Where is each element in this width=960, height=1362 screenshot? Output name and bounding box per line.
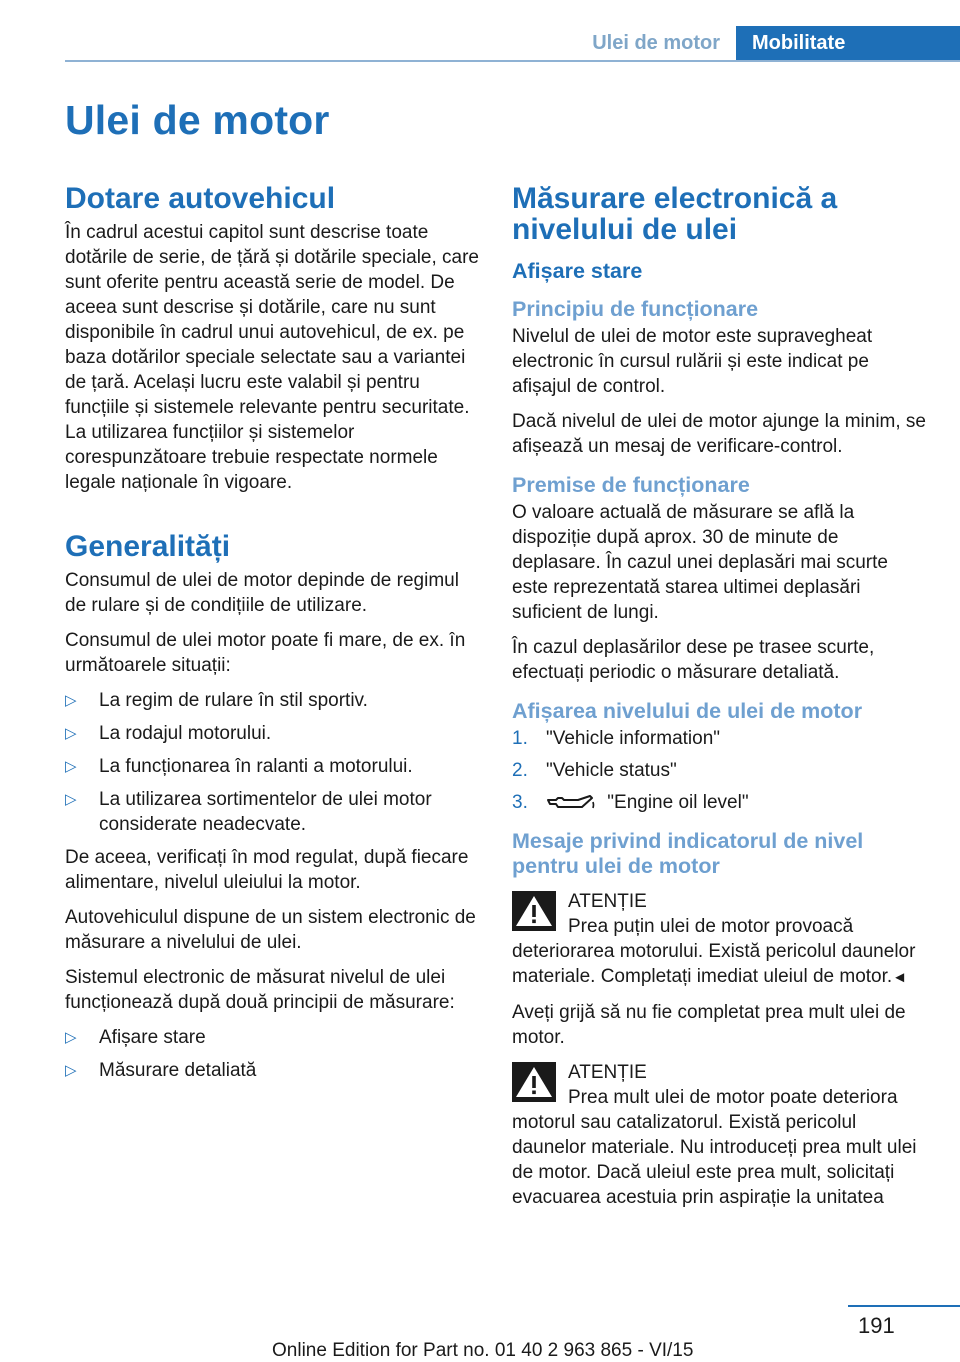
steps-list [512,726,928,815]
step-text: "Engine oil level" [607,792,749,813]
heading-premise: Premise de funcționare [512,473,750,497]
step-number: 1. [512,728,528,749]
warning-text: Prea mult ulei de motor poate deteriora motorul sau catalizatorul. Există pericolul daunelor materiale. Nu introduceți prea mult ulei de motor. Dacă uleiul este prea mult, solicitați evacuarea acestuia prin aspirație la unitatea [512,1087,917,1208]
warning-title: ATENȚIE [568,1062,647,1083]
heading-generalitati: Generalități [65,530,231,563]
paragraph-consum-2: Consumul de ulei motor poate fi mare, de ex. în următoarele situații: [65,630,466,676]
heading-mesaje: Mesaje privind indicatorul de nivel pentru ulei de motor [512,829,864,878]
end-mark: ◄ [892,969,908,986]
list-item [512,758,928,783]
step-text: "Vehicle information" [546,728,721,749]
paragraph-principiu-1: Nivelul de ulei de motor este supravegheat electronic în cursul rulării și este indicat pe afișajul de control. [512,326,873,397]
step-number: 3. [512,792,528,813]
edition-footer: Online Edition for Part no. 01 40 2 963 865 - VI/15 [272,1340,694,1361]
warning-low-oil [512,889,928,990]
tab-chapter[interactable]: Mobilitate [736,26,960,62]
situatii-list [65,688,483,837]
oil-can-icon [546,793,596,813]
paragraph-premise-2: În cazul deplasărilor dese pe trasee scurte, efectuați periodic o măsurare detaliată. [512,637,875,683]
right-column [512,183,928,1220]
paragraph-principii: Sistemul electronic de măsurat nivelul de ulei funcționează după două principii de măsurare: [65,967,455,1013]
heading-principiu: Principiu de funcționare [512,297,759,321]
list-item: ▷ La funcționarea în ralanti a motorului. [65,754,483,779]
step-text: "Vehicle status" [546,760,677,781]
tab-section[interactable]: Ulei de motor [592,32,720,54]
list-item: ▷ La rodajul motorului. [65,721,483,746]
paragraph-principiu-2: Dacă nivelul de ulei de motor ajunge la minim, se afișează un mesaj de verificare-control. [512,411,926,457]
heading-afisarea-nivelului: Afișarea nivelului de ulei de motor [512,699,863,723]
heading-afisare-stare: Afișare stare [512,259,643,283]
paragraph-consum-1: Consumul de ulei de motor depinde de regimul de rulare și de condițiile de utilizare. [65,570,459,616]
warning-triangle-icon [512,1062,556,1102]
paragraph-dotare: În cadrul acestui capitol sunt descrise toate dotările de serie, de țără și dotările speciale, care sunt oferite pentru această serie de model. De aceea sunt descrise și dotările, care nu sunt disponibile în cadrul unui autovehicul, de ex. pe baza dotărilor speciale selectate sau a variantei de țară. Același lucru este valabil și pentru funcțiile și sistemele relevante pentru securitate. La utilizarea funcțiilor și sistemelor corespunzătoare trebuie respectate normele legale naționale în vigoare. [65,222,480,493]
warning-title: ATENȚIE [568,891,647,912]
header-divider [65,60,960,62]
list-item [512,726,928,751]
heading-masurare-electronica: Măsurare electronică a nivelului de ulei [512,182,838,246]
step-number: 2. [512,760,528,781]
footer-divider [848,1305,960,1307]
page-number: 191 [858,1313,895,1338]
heading-dotare: Dotare autovehicul [65,182,336,215]
paragraph-grija: Aveți grijă să nu fie completat prea mult ulei de motor. [512,1002,906,1048]
page-title: Ulei de motor [65,97,330,143]
warning-text: Prea puțin ulei de motor provoacă deteriorarea motorului. Există pericolul daunelor materiale. Completați imediat uleiul de motor. [512,916,916,987]
list-item: ▷ La regim de rulare în stil sportiv. [65,688,483,713]
paragraph-premise-1: O valoare actuală de măsurare se află la dispoziție după aprox. 30 de minute de deplasare. În cazul unei deplasări mai scurte este reprezentată starea ultimei deplasări suficient de lungi. [512,502,888,623]
warning-body [512,914,928,990]
paragraph-sistem: Autovehiculul dispune de un sistem electronic de măsurare a nivelului de ulei. [65,907,476,953]
header-tabs [592,26,960,62]
paragraph-verificati: De aceea, verificați în mod regulat, după fiecare alimentare, nivelul uleiului la motor. [65,847,469,893]
principii-list [65,1025,483,1083]
list-item [512,790,928,815]
warning-too-much-oil [512,1060,928,1210]
list-item: ▷ Afișare stare [65,1025,483,1050]
warning-triangle-icon [512,891,556,931]
left-column [65,183,483,1091]
list-item: ▷ Măsurare detaliată [65,1058,483,1083]
list-item: ▷ La utilizarea sortimentelor de ulei motor considerate neadecvate. [65,787,483,837]
